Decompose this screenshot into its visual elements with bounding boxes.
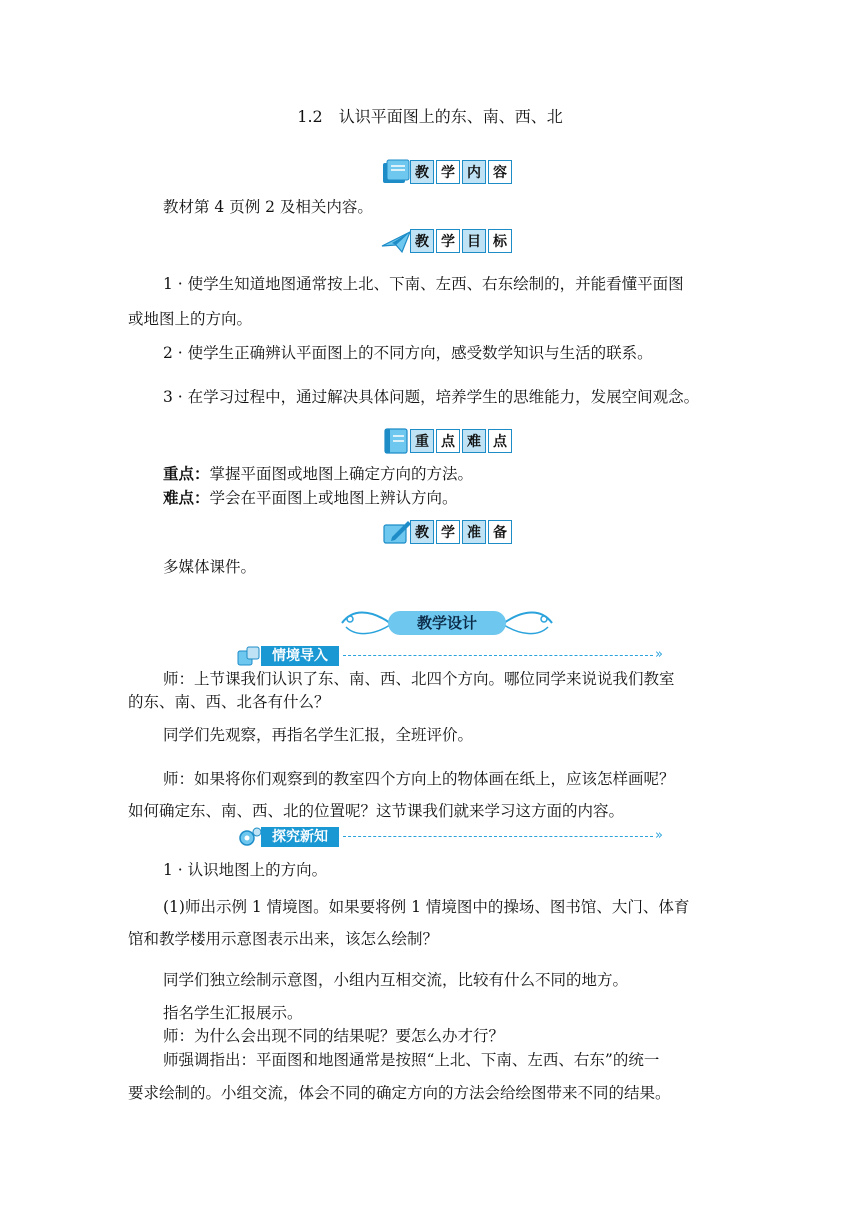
- objective-line: 2 · 使学生正确辨认平面图上的不同方向，感受数学知识与生活的联系。: [163, 344, 653, 362]
- key-label: 重点：: [163, 465, 210, 483]
- paper-plane-icon: [380, 226, 414, 256]
- gear-icon: [235, 826, 263, 848]
- design-banner-label: 教学设计: [388, 611, 506, 635]
- tag-explore-label: 探究新知: [261, 827, 339, 847]
- intro-line: 师：上节课我们认识了东、南、西、北四个方向。哪位同学来说说我们教室: [163, 670, 675, 688]
- difficulty-line: [163, 487, 458, 509]
- badge-char: 教: [410, 520, 434, 544]
- badge-char: 目: [462, 229, 486, 253]
- tag-intro-label: 情境导入: [261, 646, 339, 666]
- puzzle-icon: [235, 645, 263, 667]
- explore-line: 1 · 认识地图上的方向。: [163, 861, 328, 879]
- badge-char: 教: [410, 229, 434, 253]
- double-chevron-icon: »: [655, 828, 663, 843]
- badge-char: 难: [462, 429, 486, 453]
- key-text: 掌握平面图或地图上确定方向的方法。: [209, 465, 474, 483]
- intro-line: 师：如果将你们观察到的教室四个方向上的物体画在纸上，应该怎样画呢？: [163, 770, 675, 788]
- tag-divider: [343, 836, 653, 837]
- explore-line: 要求绘制的。小组交流，体会不同的确定方向的方法会给绘图带来不同的结果。: [128, 1084, 671, 1102]
- double-chevron-icon: »: [655, 647, 663, 662]
- badge-char: 点: [488, 429, 512, 453]
- badge-char: 标: [488, 229, 512, 253]
- lesson-number: 1.2: [297, 107, 323, 126]
- badge-char: 重: [410, 429, 434, 453]
- explore-line: 指名学生汇报展示。: [163, 1004, 303, 1022]
- explore-line: 师强调指出：平面图和地图通常是按照“上北、下南、左西、右东”的统一: [163, 1051, 660, 1069]
- lesson-title-text: 认识平面图上的东、南、西、北: [338, 107, 563, 126]
- difficulty-label: 难点：: [163, 489, 210, 507]
- explore-line: 师：为什么会出现不同的结果呢？要怎么办才行？: [163, 1027, 505, 1045]
- objective-line: 3 · 在学习过程中，通过解决具体问题，培养学生的思维能力，发展空间观念。: [163, 388, 700, 406]
- objective-line: 或地图上的方向。: [128, 310, 253, 328]
- explore-line: 馆和教学楼用示意图表示出来，该怎么绘制？: [128, 930, 439, 948]
- pencil-icon: [380, 517, 414, 547]
- badge-char: 准: [462, 520, 486, 544]
- intro-line: 如何确定东、南、西、北的位置呢？这节课我们就来学习这方面的内容。: [128, 802, 625, 820]
- design-banner: [340, 607, 554, 639]
- explore-line: 同学们独立绘制示意图，小组内互相交流，比较有什么不同的地方。: [163, 971, 629, 989]
- key-point-line: [163, 463, 473, 485]
- badge-char: 学: [436, 520, 460, 544]
- badge-char: 备: [488, 520, 512, 544]
- notebook-icon: [380, 426, 414, 456]
- intro-line: 的东、南、西、北各有什么？: [128, 693, 330, 711]
- tag-divider: [343, 655, 653, 656]
- book-icon: [380, 157, 414, 187]
- lesson-title: [0, 104, 860, 127]
- badge-char: 教: [410, 160, 434, 184]
- badge-char: 容: [488, 160, 512, 184]
- intro-line: 同学们先观察，再指名学生汇报，全班评价。: [163, 726, 474, 744]
- badge-char: 内: [462, 160, 486, 184]
- content-text: 教材第 4 页例 2 及相关内容。: [163, 198, 373, 216]
- badge-char: 学: [436, 229, 460, 253]
- explore-line: (1)师出示例 1 情境图。如果要将例 1 情境图中的操场、图书馆、大门、体育: [163, 898, 690, 916]
- badge-char: 学: [436, 160, 460, 184]
- preparation-text: 多媒体课件。: [163, 558, 257, 576]
- badge-char: 点: [436, 429, 460, 453]
- difficulty-text: 学会在平面图上或地图上辨认方向。: [209, 489, 458, 507]
- objective-line: 1 · 使学生知道地图通常按上北、下南、左西、右东绘制的，并能看懂平面图: [163, 275, 684, 293]
